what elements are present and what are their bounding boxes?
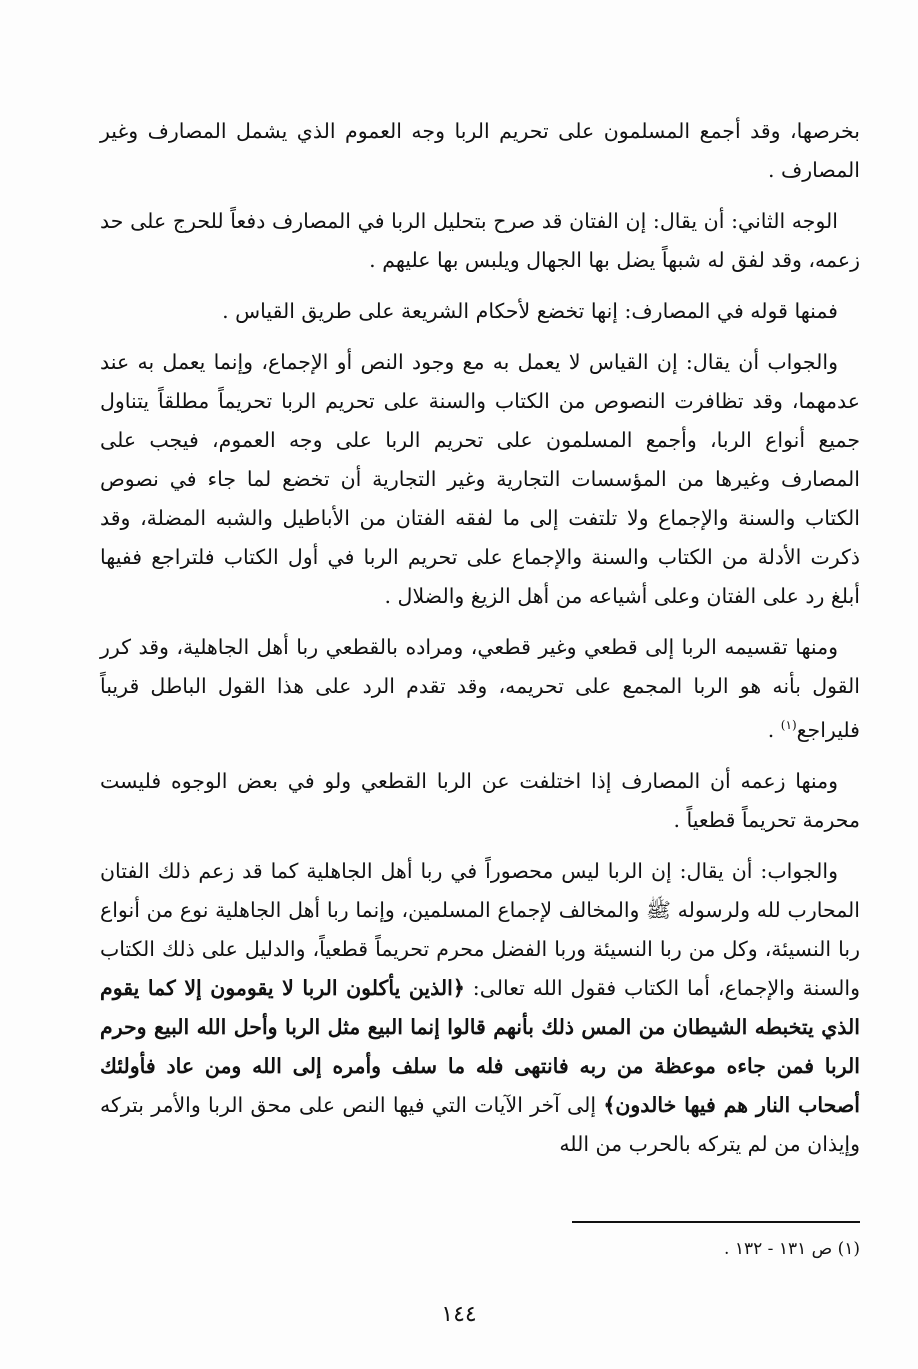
paragraph-7-intro: والجواب: أن يقال: إن الربا ليس محصوراً في ربا أهل الجاهلية كما قد زعم ذلك الفتان المحارب لله ولرسوله ﷺ والمخالف لإجماع المسلمين، وإنما ربا أهل الجاهلية نوع من أنواع ربا النسيئة، وكل من ربا النسيئة وربا الفضل محرم تحريماً قطعياً، والدليل على ذلك الكتاب والسنة والإجماع، أما الكتاب فقول الله تعالى: — [100, 858, 860, 1000]
paragraph-3: فمنها قوله في المصارف: إنها تخضع لأحكام الشريعة على طريق القياس . — [222, 299, 838, 323]
page-number: ١٤٤ — [441, 1302, 477, 1327]
paragraph-5-text: ومنها تقسيمه الربا إلى قطعي وغير قطعي، ومراده بالقطعي ربا أهل الجاهلية، وقد كرر القول بأنه هو الربا المجمع على تحريمه، وقد تقدم الرد على هذا القول الباطل قريباً فليراجع — [100, 635, 860, 742]
footnote-marker[interactable]: (١) — [780, 718, 797, 732]
paragraph-1: بخرصها، وقد أجمع المسلمون على تحريم الربا وجه العموم الذي يشمل المصارف وغير المصارف . — [100, 119, 860, 182]
paragraph-7-tail: إلى آخر الآيات التي فيها النص على محق الربا والأمر بتركه وإيذان من لم يتركه بالحرب من الله — [100, 1092, 860, 1156]
paragraph-4: والجواب أن يقال: إن القياس لا يعمل به مع وجود النص أو الإجماع، وإنما يعمل به عند عدمهما، وقد تظافرت النصوص من الكتاب والسنة على تحريم الربا تحريماً مطلقاً يتناول جميع أنواع الربا، وأجمع المسلمون على تحريم الربا على وجه العموم، فيجب على المصارف وغيرها من المؤسسات التجارية وغير التجارية أن تخضع لما جاء في نصوص الكتاب والسنة والإجماع ولا تلتفت إلى ما لفقه الفتان من الأباطيل والشبه المضلة، وقد ذكرت الأدلة من الكتاب والسنة والإجماع على تحريم الربا في أول الكتاب فلتراجع ففيها أبلغ رد على الفتان وعلى أشياعه من أهل الزيغ والضلال . — [100, 350, 860, 608]
paragraph-6: ومنها زعمه أن المصارف إذا اختلفت عن الربا القطعي ولو في بعض الوجوه فليست محرمة تحريماً قطعياً . — [100, 768, 860, 832]
quran-verse: ﴿الذين يأكلون الربا لا يقومون إلا كما يقوم الذي يتخبطه الشيطان من المس ذلك بأنهم قالوا إنما البيع مثل الربا وأحل الله البيع وحرم الربا فمن جاءه موعظة من ربه فانتهى فله ما سلف وأمره إلى الله ومن عاد فأولئك أصحاب النار هم فيها خالدون﴾ — [100, 975, 860, 1117]
paragraph-2: الوجه الثاني: أن يقال: إن الفتان قد صرح بتحليل الربا في المصارف دفعاً للحرج على حد زعمه، وقد لفق له شبهاً يضل بها الجهال ويلبس بها عليهم . — [100, 209, 860, 272]
paragraph-7 — [100, 852, 860, 1164]
footnote-divider — [572, 1221, 860, 1223]
main-text — [100, 112, 860, 1176]
footnote: (١) ص ١٣١ - ١٣٢ . — [724, 1239, 860, 1259]
paragraph-5 — [100, 628, 860, 750]
paragraph-5-end: . — [767, 717, 781, 742]
